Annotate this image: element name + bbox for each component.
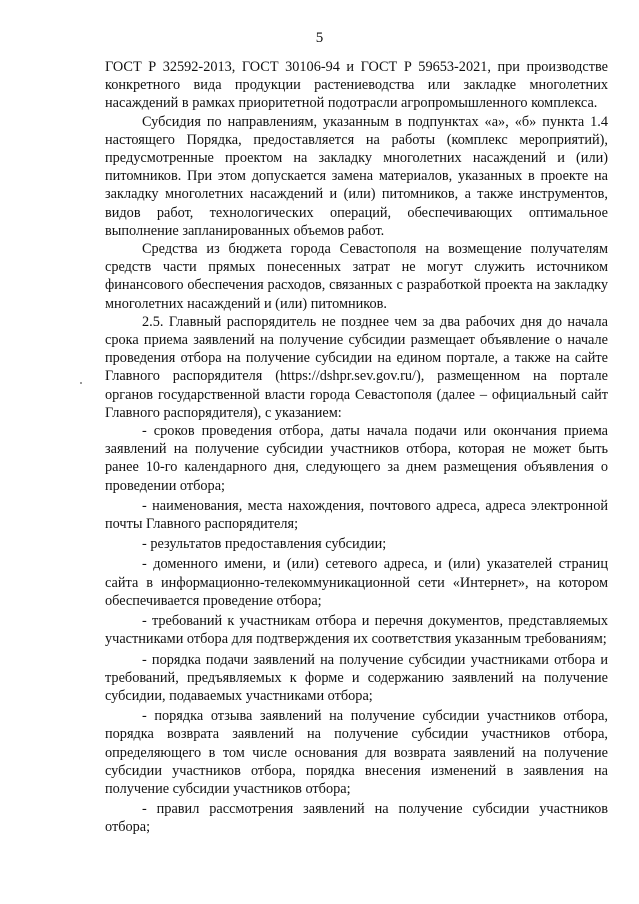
list-item-application-withdrawal: - порядка отзыва заявлений на получение субсидии участников отбора, порядка возврата заявлений на получение субсидии участников отбора, определяющего в том числе основания для возврата заявлений на получение субсидии участников отбора, порядка внесения изменений в заявления на получение субсидии участников отбора; [105,708,608,797]
list-item-application-procedure: - порядка подачи заявлений на получение субсидии участниками отбора и требований, предъявляемых к форме и содержанию заявлений на получение субсидии, подаваемых участниками отбора; [105,651,608,704]
document-body [105,58,608,837]
paragraph-subsidy-directions: Субсидия по направлениям, указанным в подпунктах «а», «б» пункта 1.4 настоящего Порядка, предоставляется на работы (комплекс мероприятий), предусмотренные проектом на закладку многолетних насаждений и (или) питомников. При этом допускается замена материалов, указанных в проекте на закладку многолетних насаждений и (или) питомников, а также инструментов, видов работ, технологических операций, обеспечивающих оптимальное выполнение запланированных объемов работ. [105,113,608,239]
list-item-subsidy-results: - результатов предоставления субсидии; [142,536,387,553]
paragraph-gost-standards: ГОСТ Р 32592-2013, ГОСТ 30106-94 и ГОСТ Р 59653-2021, при производстве конкретного вида продукции растениеводства или закладке многолетних насаждений в рамках приоритетной подотрасли агропромышленного комплекса. [105,59,608,112]
list-item-participant-requirements: - требований к участникам отбора и перечня документов, представляемых участниками отбора для подтверждения их соответствия указанным требованиям; [105,613,608,648]
page-number: 5 [315,30,324,46]
paragraph-budget-funds: Средства из бюджета города Севастополя на возмещение получателям средств части прямых понесенных затрат не могут служить источником финансового обеспечения расходов, связанных с разработкой проекта на закладку многолетних насаждений и (или) питомников. [105,241,608,312]
list-item-distributor-contacts: - наименования, места нахождения, почтового адреса, адреса электронной почты Главного распорядителя; [105,497,608,533]
paragraph-2-5-announcement: 2.5. Главный распорядитель не позднее чем за два рабочих дня до начала срока приема заявлений на получение субсидии размещает объявление о начале проведения отбора на получение субсидии на едином портале, а также на сайте Главного распорядителя (https://dshpr.sev.gov.ru/), размещенном на портале органов государственной власти города Севастополя (далее – официальный сайт Главного распорядителя), с указанием: [105,313,608,421]
scan-speck [80,382,82,384]
list-item-selection-dates: - сроков проведения отбора, даты начала подачи или окончания приема заявлений на получение субсидии участников отбора, которая не может быть ранее 10-го календарного дня, следующего за днем размещения объявления о проведении отбора; [105,423,608,494]
list-item-review-rules: - правил рассмотрения заявлений на получение субсидии участников отбора; [105,801,608,836]
list-item-website-address: - доменного имени, и (или) сетевого адреса, и (или) указателей страниц сайта в информационно-телекоммуникационной сети «Интернет», на котором обеспечивается проведение отбора; [105,556,608,609]
